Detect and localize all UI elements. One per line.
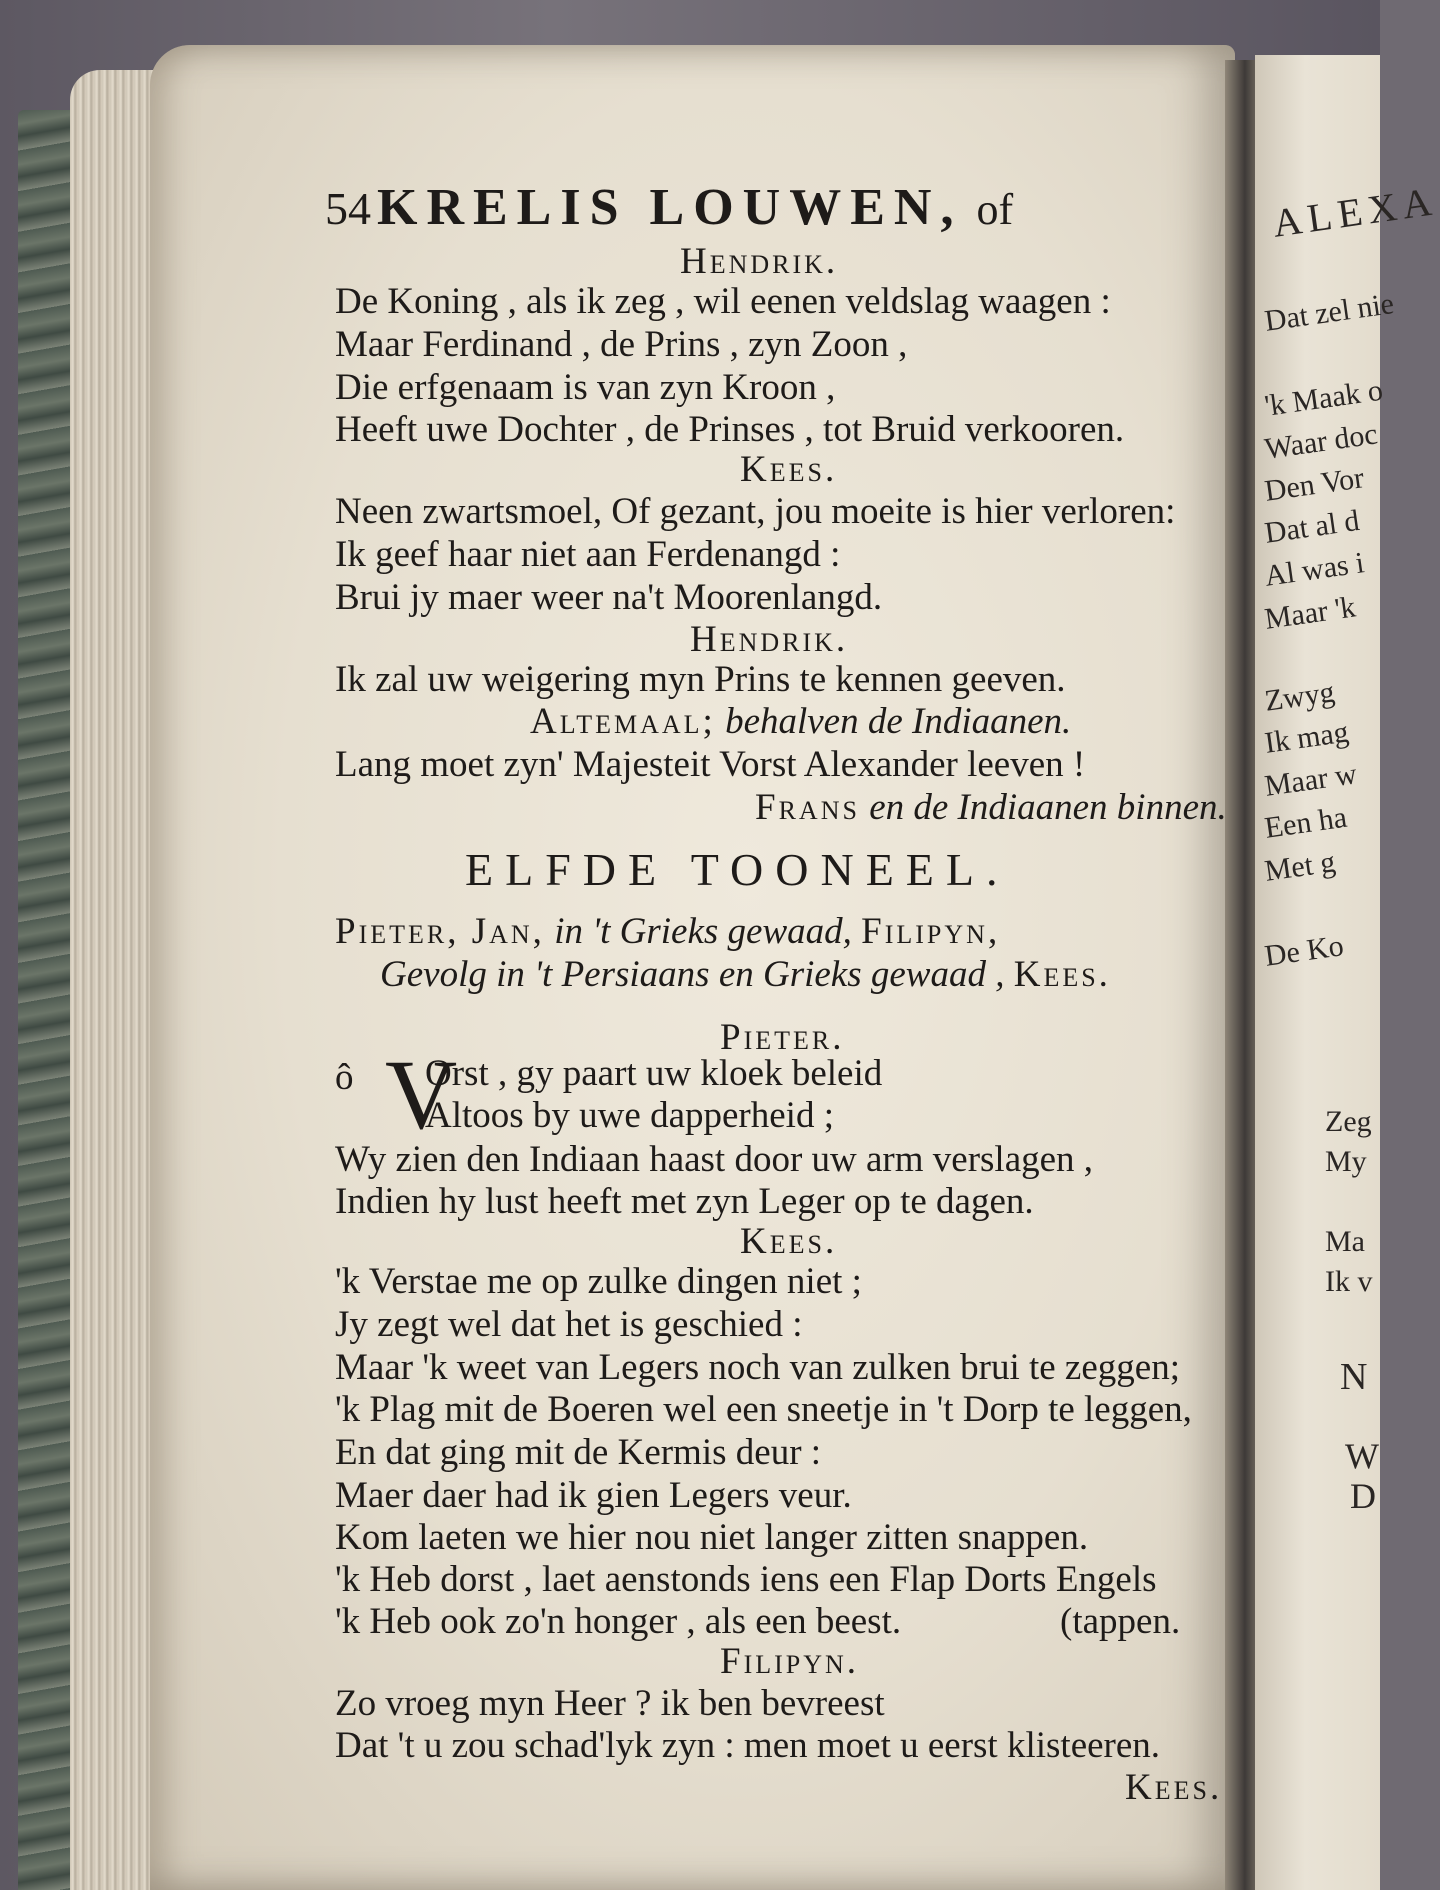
right-page-line: Zwyg <box>1262 675 1337 718</box>
right-page-line: De Ko <box>1262 929 1346 973</box>
right-page-fragment <box>1255 55 1440 1890</box>
cast-costume: in 't Grieks gewaad, <box>554 911 852 952</box>
right-page-line: My <box>1325 1145 1367 1178</box>
cast-names: Pieter, Jan, <box>335 911 545 952</box>
right-page-line: Zeg <box>1325 1105 1372 1138</box>
verse-line: Orst , gy paart uw kloek beleid <box>425 1053 883 1094</box>
verse-line: Maar 'k weet van Legers noch van zulken brui te zeggen; <box>335 1347 1180 1388</box>
right-page-line: 'k Maak o <box>1262 373 1385 423</box>
drop-cap: V <box>385 1039 458 1150</box>
page-number: 54 <box>325 183 371 234</box>
right-page-line: Dat al d <box>1262 503 1362 550</box>
cast-list-line <box>335 912 1000 952</box>
scene-title: ELFDE TOONEEL. <box>465 844 1010 895</box>
verse-line: Jy zegt wel dat het is geschied : <box>335 1304 803 1345</box>
speaker-name: Hendrik. <box>690 619 849 660</box>
verse-line-runover: (tappen. <box>1060 1601 1181 1642</box>
right-page-line: N <box>1340 1356 1368 1398</box>
cast-names: Kees. <box>1013 954 1111 995</box>
right-page-line: Ma <box>1325 1225 1365 1258</box>
verse-line: De Koning , als ik zeg , wil eenen veldslag waagen : <box>335 281 1111 322</box>
stage-direction-italic: behalven de Indiaanen. <box>725 701 1072 742</box>
right-page-heading: ALEXA <box>1269 178 1440 246</box>
right-page-line: Ik mag <box>1262 715 1351 760</box>
verse-line: Kom laeten we hier nou niet langer zitten snappen. <box>335 1517 1089 1558</box>
right-page-line: Den Vor <box>1262 461 1366 508</box>
speaker-name: Altemaal; <box>530 701 716 742</box>
speaker-name: Kees. <box>740 1221 838 1262</box>
right-page-line: W <box>1345 1436 1379 1476</box>
stage-direction <box>530 702 1071 742</box>
right-page-line: Een ha <box>1262 800 1349 845</box>
verse-line: Die erfgenaam is van zyn Kroon , <box>335 367 836 408</box>
header-title: KRELIS LOUWEN, <box>377 179 963 236</box>
speaker-name: Frans <box>755 787 860 828</box>
right-page-line: Dat zel nie <box>1262 287 1396 338</box>
verse-line: Neen zwartsmoel, Of gezant, jou moeite is hier verloren: <box>335 491 1176 532</box>
verse-line: Zo vroeg myn Heer ? ik ben bevreest <box>335 1683 885 1724</box>
verse-line: Altoos by uwe dapperheid ; <box>425 1095 834 1136</box>
verse-line: Maer daer had ik gien Legers veur. <box>335 1475 852 1516</box>
verse-line: Lang moet zyn' Majesteit Vorst Alexander leeven ! <box>335 744 1086 785</box>
right-page-line: Met g <box>1262 845 1338 888</box>
right-page-line: Maar w <box>1262 757 1359 803</box>
verse-line: En dat ging mit de Kermis deur : <box>335 1432 822 1473</box>
verse-line: 'k Heb ook zo'n honger , als een beest. <box>335 1601 902 1642</box>
verse-line: Dat 't u zou schad'lyk zyn : men moet u eerst klisteeren. <box>335 1725 1161 1766</box>
speaker-name: Hendrik. <box>680 241 839 282</box>
verse-line: Heeft uwe Dochter , de Prinses , tot Bruid verkooren. <box>335 409 1125 450</box>
verse-mark: ô <box>335 1057 354 1098</box>
verse-line: Brui jy maer weer na't Moorenlangd. <box>335 577 883 618</box>
right-page-line: Al was i <box>1262 546 1367 593</box>
speaker-name: Filipyn. <box>720 1641 860 1682</box>
verse-line: 'k Plag mit de Boeren wel een sneetje in 't Dorp te leggen, <box>335 1389 1192 1430</box>
verse-line: Indien hy lust heeft met zyn Leger op te dagen. <box>335 1181 1034 1222</box>
verse-line: Ik zal uw weigering myn Prins te kennen geeven. <box>335 659 1066 700</box>
stage-direction-italic: en de Indiaanen binnen. <box>869 787 1227 828</box>
verse-line: Ik geef haar niet aan Ferdenangd : <box>335 534 841 575</box>
cast-costume: Gevolg in 't Persiaans en Grieks gewaad , <box>380 954 1005 995</box>
right-page-line: D <box>1350 1476 1376 1516</box>
right-page-line: Waar doc <box>1262 417 1380 466</box>
cast-names: Filipyn, <box>861 911 1001 952</box>
verse-line: 'k Heb dorst , laet aenstonds iens een Flap Dorts Engels <box>335 1559 1157 1600</box>
speaker-name: Pieter. <box>720 1017 845 1058</box>
verse-line: Wy zien den Indiaan haast door uw arm verslagen , <box>335 1139 1094 1180</box>
verse-line: Maar Ferdinand , de Prins , zyn Zoon , <box>335 324 908 365</box>
running-header <box>325 179 1014 236</box>
catchword: Kees. <box>1125 1767 1223 1808</box>
right-page-line: Ik v <box>1325 1265 1373 1298</box>
header-title-suffix: of <box>976 185 1014 234</box>
right-page-line: Maar 'k <box>1262 590 1358 636</box>
cast-list-line <box>380 955 1111 995</box>
stage-direction <box>755 788 1227 828</box>
verse-line: 'k Verstae me op zulke dingen niet ; <box>335 1261 862 1302</box>
speaker-name: Kees. <box>740 449 838 490</box>
